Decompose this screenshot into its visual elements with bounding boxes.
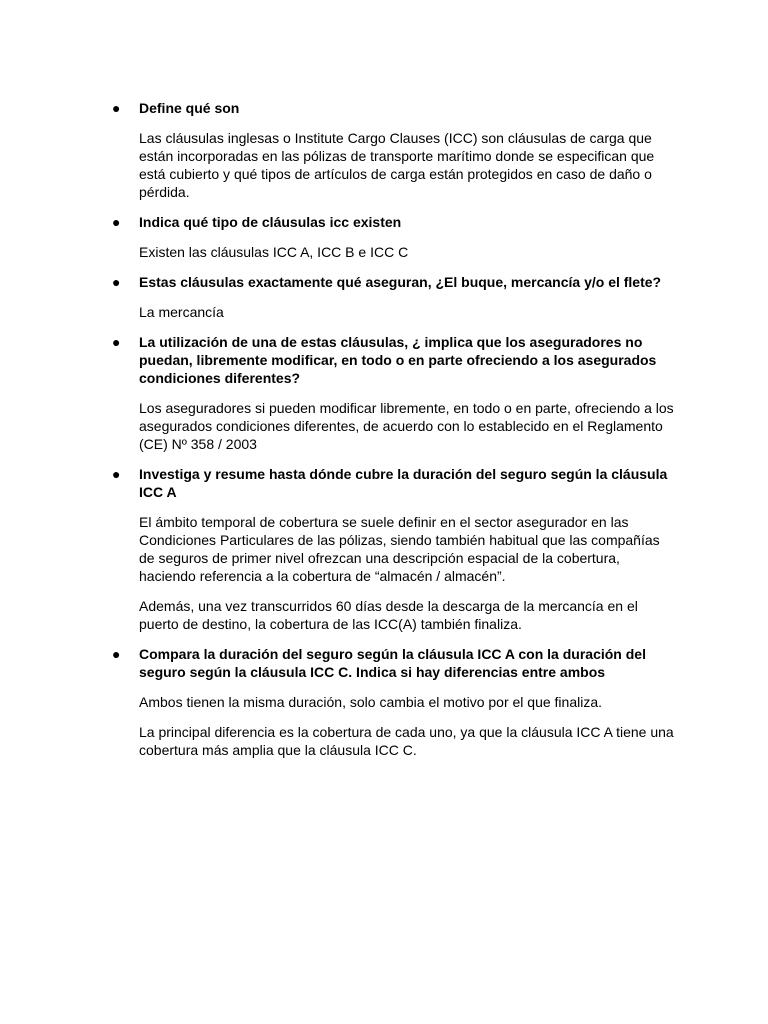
bullet-icon: ● bbox=[112, 646, 121, 662]
answer-paragraph: El ámbito temporal de cobertura se suele definir en el sector asegurador en las Condiciones Particulares de las pólizas, siendo también habitual que las compañías de seguros de primer nivel ofrezcan una descripción espacial de la cobertura, haciendo referencia a la cobertura de “almacén / almacén”. bbox=[139, 514, 660, 584]
document-content bbox=[112, 99, 679, 759]
question-heading: Compara la duración del seguro según la cláusula ICC A con la duración del seguro según la cláusula ICC C. Indica si hay diferencias entre ambos bbox=[139, 646, 646, 680]
answer-paragraph: La mercancía bbox=[139, 304, 224, 320]
list-item bbox=[112, 333, 679, 453]
bullet-icon: ● bbox=[112, 334, 121, 350]
question-heading: Define qué son bbox=[139, 100, 240, 116]
answer-paragraph: La principal diferencia es la cobertura de cada uno, ya que la cláusula ICC A tiene una cobertura más amplia que la cláusula ICC C. bbox=[139, 724, 674, 758]
question-heading: Investiga y resume hasta dónde cubre la duración del seguro según la cláusula ICC A bbox=[139, 466, 668, 500]
answer-paragraph: Ambos tienen la misma duración, solo cambia el motivo por el que finaliza. bbox=[139, 694, 603, 710]
answer-paragraph: Los aseguradores si pueden modificar libremente, en todo o en parte, ofreciendo a los asegurados condiciones diferentes, de acuerdo con lo establecido en el Reglamento (CE) Nº 358 / 2003 bbox=[139, 400, 674, 452]
list-item bbox=[112, 99, 679, 201]
list-item bbox=[112, 273, 679, 321]
bullet-icon: ● bbox=[112, 214, 121, 230]
answer-paragraph: Además, una vez transcurridos 60 días desde la descarga de la mercancía en el puerto de destino, la cobertura de las ICC(A) también finaliza. bbox=[139, 598, 638, 632]
list-item bbox=[112, 213, 679, 261]
bullet-icon: ● bbox=[112, 100, 121, 116]
list-item bbox=[112, 645, 679, 759]
list-item bbox=[112, 465, 679, 633]
bullet-icon: ● bbox=[112, 466, 121, 482]
bullet-icon: ● bbox=[112, 274, 121, 290]
question-heading: Estas cláusulas exactamente qué aseguran, ¿El buque, mercancía y/o el flete? bbox=[139, 274, 662, 290]
answer-paragraph: Existen las cláusulas ICC A, ICC B e ICC C bbox=[139, 244, 409, 260]
question-heading: Indica qué tipo de cláusulas icc existen bbox=[139, 214, 402, 230]
answer-paragraph: Las cláusulas inglesas o Institute Cargo Clauses (ICC) son cláusulas de carga que están incorporadas en las pólizas de transporte marítimo donde se especifican que está cubierto y qué tipos de artículos de carga están protegidos en caso de daño o pérdida. bbox=[139, 130, 655, 200]
question-heading: La utilización de una de estas cláusulas, ¿ implica que los aseguradores no puedan, libremente modificar, en todo o en parte ofreciendo a los asegurados condiciones diferentes? bbox=[139, 334, 657, 386]
